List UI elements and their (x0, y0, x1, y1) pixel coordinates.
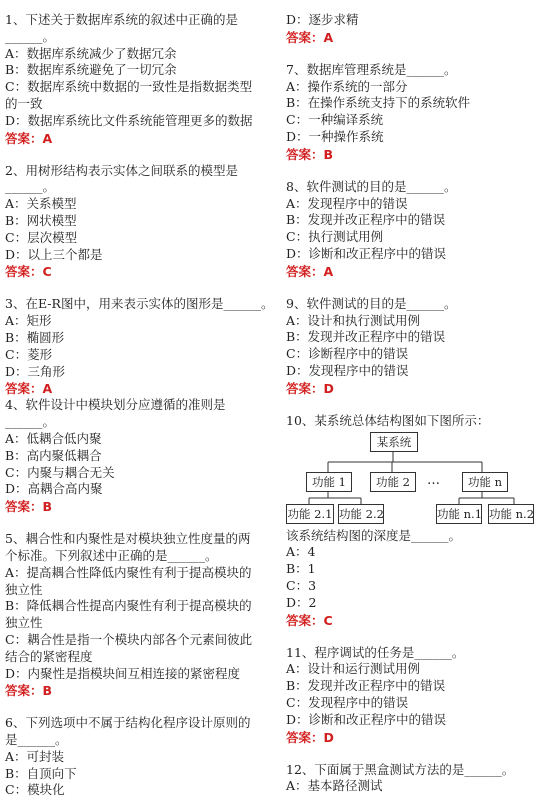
question-stem: 6、下列选项中不属于结构化程序设计原则的 (5, 715, 251, 731)
question-stem: 8、软件测试的目的是______。 (286, 178, 457, 194)
answer-label: 答案：B (5, 499, 53, 515)
question-stem: 3、在E-R图中，用来表示实体的图形是______。 (5, 296, 274, 312)
question-stem: 是______。 (5, 732, 68, 748)
answer-label: 答案：D (286, 380, 334, 396)
option-b: B：发现并改正程序中的错误 (286, 678, 446, 694)
option-a: A：设计和执行测试用例 (286, 312, 421, 328)
question-5 (5, 531, 277, 699)
diagram-node-n-1: 功能 n.1 (436, 504, 482, 524)
option-c: C：执行测试用例 (286, 229, 384, 245)
option-a: A：设计和运行测试用例 (286, 661, 421, 677)
diagram-node-n-2: 功能 n.2 (488, 504, 534, 524)
answer-label: 答案：A (286, 29, 334, 45)
option-a: A：数据库系统减少了数据冗余 (5, 45, 177, 61)
question-2 (5, 163, 277, 281)
option-a: A：基本路径测试 (286, 778, 383, 794)
option-c: C：发现程序中的错误 (286, 694, 409, 710)
question-stem: 2、用树形结构表示实体之间联系的模型是 (5, 162, 238, 178)
answer-label: 答案：A (286, 263, 334, 279)
option-d: D：一种操作系统 (286, 128, 384, 144)
option-c: C：模块化 (5, 782, 65, 798)
option-a: A：提高耦合性降低内聚性有利于提高模块的 (5, 564, 252, 580)
option-b-cont: 独立性 (5, 615, 43, 631)
option-d: D：数据库系统比文件系统能管理更多的数据 (5, 112, 253, 128)
question-stem: 5、耦合性和内聚性是对模块独立性度量的两 (5, 531, 251, 547)
option-c: C：数据库系统中数据的一致性是指数据类型 (5, 79, 253, 95)
option-b: B：自顶向下 (5, 765, 77, 781)
question-stem: 11、程序调试的任务是______。 (286, 644, 465, 660)
option-a: A：可封装 (5, 748, 65, 764)
option-d: D：高耦合高内聚 (5, 481, 103, 497)
answer-label: 答案：B (5, 683, 53, 699)
question-stem: 4、软件设计中模块划分应遵循的准则是 (5, 397, 226, 413)
question-stem: 1、下述关于数据库系统的叙述中正确的是 (5, 12, 238, 27)
option-c: C：层次模型 (5, 229, 78, 245)
question-stem: ______。 (5, 179, 56, 195)
diagram-node-2-2: 功能 2.2 (338, 504, 384, 524)
option-b: B：网状模型 (5, 212, 77, 228)
question-9 (286, 296, 536, 397)
question-10 (286, 413, 536, 629)
question-3 (5, 296, 277, 397)
option-a: A：4 (286, 544, 316, 560)
diagram-root-node: 某系统 (370, 432, 418, 452)
option-d: D：逐步求精 (286, 12, 359, 27)
option-b: B：发现并改正程序中的错误 (286, 212, 446, 228)
option-d: D：三角形 (5, 363, 66, 379)
question-8 (286, 179, 536, 280)
diagram-ellipsis: … (427, 472, 440, 488)
option-b: B：在操作系统支持下的系统软件 (286, 95, 471, 111)
option-c-cont: 结合的紧密程度 (5, 648, 93, 664)
answer-label: 答案：A (5, 130, 53, 146)
answer-label: 答案：C (286, 612, 333, 628)
question-1 (5, 12, 277, 147)
question-stem: 7、数据库管理系统是______。 (286, 61, 457, 77)
option-b: B：高内聚低耦合 (5, 447, 102, 463)
question-stem: ______。 (5, 414, 56, 430)
diagram-node-1: 功能 1 (306, 472, 352, 492)
question-stem: ______。 (5, 28, 56, 44)
diagram-node-2: 功能 2 (370, 472, 416, 492)
option-c: C：一种编译系统 (286, 112, 384, 128)
answer-label: 答案：A (5, 381, 53, 397)
left-column (5, 0, 277, 799)
option-a: A：低耦合低内聚 (5, 430, 102, 446)
question-stem: 12、下面属于黑盒测试方法的是______。 (286, 761, 515, 777)
right-column (286, 0, 536, 795)
option-c: C：诊断程序中的错误 (286, 346, 409, 362)
option-b: B：数据库系统避免了一切冗余 (5, 62, 177, 78)
option-b: B：1 (286, 561, 316, 577)
question-6-continued (286, 12, 536, 46)
option-c: C：3 (286, 577, 317, 593)
option-d: D：诊断和改正程序中的错误 (286, 245, 447, 261)
option-d: D：2 (286, 594, 317, 610)
answer-label: 答案：D (286, 729, 334, 745)
question-7 (286, 62, 536, 163)
option-d: D：诊断和改正程序中的错误 (286, 711, 447, 727)
question-stem: 10、某系统总体结构图如下图所示： (286, 412, 490, 428)
option-c: C：耦合性是指一个模块内部各个元素间彼此 (5, 631, 253, 647)
question-stem: 个标准。下列叙述中正确的是______。 (5, 547, 218, 563)
option-d: D：以上三个都是 (5, 246, 103, 262)
option-c: C：内聚与耦合无关 (5, 464, 115, 480)
option-a: A：矩形 (5, 313, 52, 329)
question-6 (5, 715, 277, 799)
answer-label: 答案：C (5, 264, 52, 280)
option-a-cont: 独立性 (5, 581, 43, 597)
question-4 (5, 397, 277, 515)
answer-label: 答案：B (286, 146, 334, 162)
option-a: A：关系模型 (5, 196, 77, 212)
option-b: B：降低耦合性提高内聚性有利于提高模块的 (5, 598, 252, 614)
option-b: B：椭圆形 (5, 329, 65, 345)
structure-diagram (286, 432, 536, 524)
option-a: A：操作系统的一部分 (286, 78, 408, 94)
option-c-cont: 的一致 (5, 95, 43, 111)
question-stem: 该系统结构图的深度是______。 (286, 527, 462, 543)
question-12 (286, 762, 536, 796)
option-a: A：发现程序中的错误 (286, 195, 408, 211)
option-d: D：内聚性是指模块间互相连接的紧密程度 (5, 665, 241, 681)
option-d: D：发现程序中的错误 (286, 362, 409, 378)
question-stem: 9、软件测试的目的是______。 (286, 295, 457, 311)
question-11 (286, 645, 536, 746)
option-c: C：菱形 (5, 346, 53, 362)
diagram-node-n: 功能 n (462, 472, 508, 492)
diagram-node-2-1: 功能 2.1 (286, 504, 334, 524)
option-b: B：发现并改正程序中的错误 (286, 329, 446, 345)
